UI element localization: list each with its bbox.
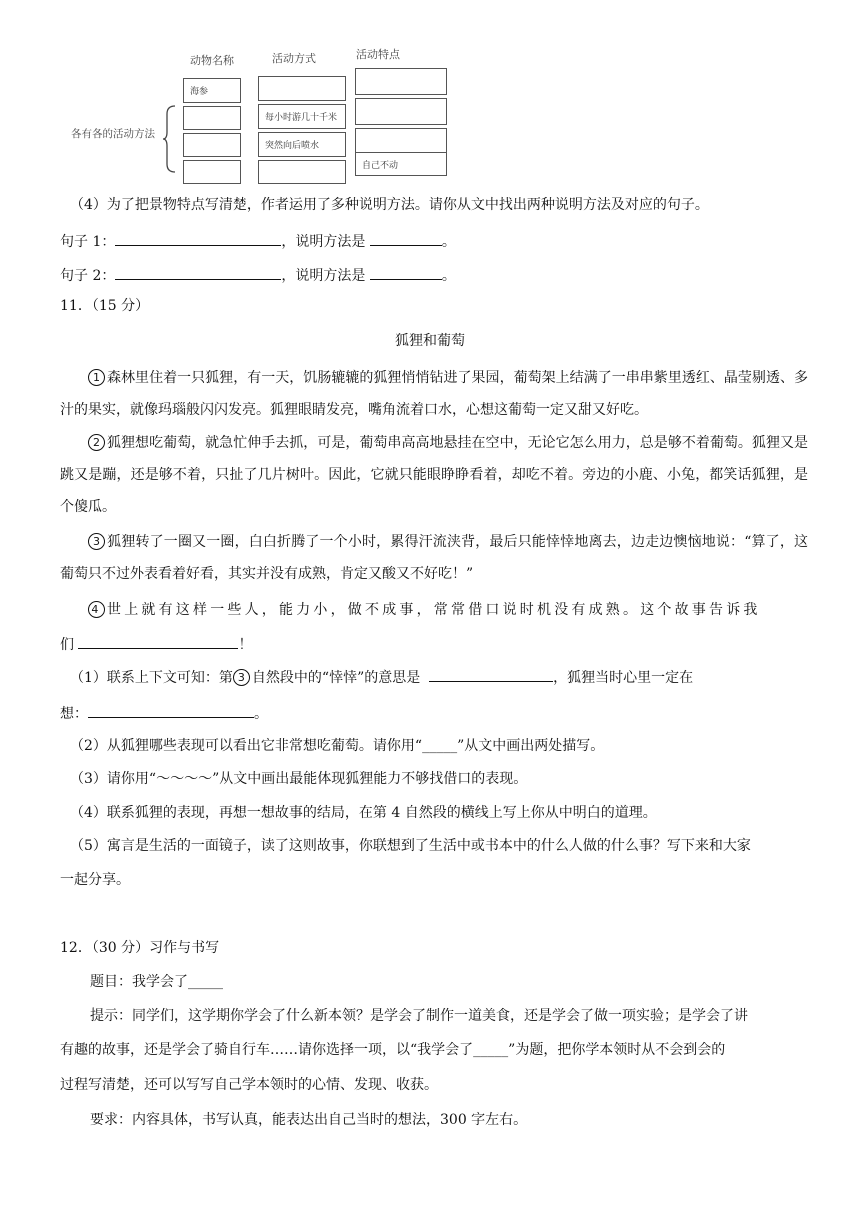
- subquestion-4: （4）联系狐狸的表现，再想一想故事的结局，在第 4 自然段的横线上写上你从中明白的道理。: [70, 805, 657, 821]
- story-paragraph-2: [60, 427, 808, 523]
- sentence-2-blank[interactable]: [115, 265, 281, 280]
- paragraph-4-tail: 们: [60, 637, 74, 653]
- circled-number-3b: 3: [233, 669, 250, 686]
- animal-box-2: [183, 106, 241, 130]
- method-label-2: ，说明方法是: [281, 268, 366, 284]
- circled-number-1: 1: [88, 369, 105, 386]
- method-box-4: [258, 160, 346, 184]
- diagram-side-label: 各有各的活动方法: [71, 128, 155, 140]
- subquestion-2: （2）从狐狸哪些表现可以看出它非常想吃葡萄。请你用“_____”从文中画出两处描写。: [70, 738, 605, 754]
- q10-4-sentence-2: [60, 265, 456, 286]
- paragraph-2-text: 狐狸想吃葡萄，就急忙伸手去抓，可是，葡萄串高高地悬挂在空中，无论它怎么用力，总是够不着葡萄。狐狸又是跳又是蹦，还是够不着，只扯了几片树叶。因此，它就只能眼睁睁看着，却吃不着。旁边的小鹿、小兔，都笑话狐狸，是个傻瓜。: [60, 435, 808, 515]
- diagram-header-method: 活动方式: [272, 52, 316, 65]
- animal-box-3: [183, 133, 241, 157]
- lesson-blank[interactable]: [78, 634, 238, 649]
- sentence-2-label: 句子 2：: [60, 268, 116, 284]
- story-paragraph-1: [60, 362, 808, 426]
- story-paragraph-4: [88, 600, 761, 620]
- q12-header: 12．（30 分）习作与书写: [60, 940, 220, 956]
- essay-hint-line-1: 提示：同学们，这学期你学会了什么新本领？是学会了制作一道美食，还是学会了做一项实验；是学会了讲: [90, 1008, 748, 1024]
- paragraph-4-text: 世上就有这样一些人，能力小，做不成事，常常借口说时机没有成熟。这个故事告诉我: [107, 602, 761, 618]
- essay-hint-line-2: 有趣的故事，还是学会了骑自行车……请你选择一项，以“我学会了_____”为题，把你学本领时从不会到会的: [60, 1042, 726, 1058]
- subquestion-1: [70, 667, 693, 688]
- animal-box-1: 海参: [183, 78, 241, 103]
- brace-shape: [163, 104, 177, 174]
- meaning-blank[interactable]: [429, 667, 553, 682]
- paragraph-4-answer-line: [60, 634, 252, 655]
- method-1-blank[interactable]: [370, 231, 442, 246]
- sq1-part-c: ，狐狸当时心里一定在: [553, 670, 694, 686]
- method-box-3: 突然向后喷水: [258, 132, 346, 157]
- sentence-1-label: 句子 1：: [60, 234, 116, 250]
- thought-blank[interactable]: [88, 703, 254, 718]
- period: 。: [441, 268, 456, 284]
- circled-number-4: 4: [88, 601, 105, 618]
- essay-requirements: 要求：内容具体，书写认真，能表达出自己当时的想法，300 字左右。: [90, 1112, 528, 1128]
- essay-topic: 题目：我学会了_____: [90, 974, 223, 990]
- method-2-blank[interactable]: [370, 265, 442, 280]
- subquestion-5: （5）寓言是生活的一面镜子，读了这则故事，你联想到了生活中或书本中的什么人做的什么事？写下来和大家: [70, 838, 751, 854]
- story-paragraph-3: [60, 526, 808, 590]
- q10-4-sentence-1: [60, 231, 456, 252]
- feature-box-1: [355, 68, 447, 95]
- sq1-part-d: 想：: [60, 706, 88, 722]
- feature-box-2: [355, 98, 447, 125]
- method-label-1: ，说明方法是: [281, 234, 366, 250]
- paragraph-1-text: 森林里住着一只狐狸，有一天，饥肠辘辘的狐狸悄悄钻进了果园，葡萄架上结满了一串串紫里透红、晶莹剔透、多汁的果实，就像玛瑙般闪闪发亮。狐狸眼睛发亮，嘴角流着口水，心想这葡萄一定又甜又好吃。: [60, 370, 808, 418]
- subquestion-5-cont: 一起分享。: [60, 872, 130, 888]
- sq1-part-b: 自然段中的“悻悻”的意思是: [251, 670, 421, 686]
- diagram-header-animal: 动物名称: [190, 54, 234, 67]
- q11-header: 11．（15 分）: [60, 298, 150, 314]
- sq1-part-e: 。: [254, 706, 268, 722]
- circled-number-2: 2: [88, 434, 105, 451]
- period: 。: [441, 234, 456, 250]
- method-box-1: [258, 76, 346, 101]
- method-box-2: 每小时游几十千米: [258, 104, 346, 129]
- feature-box-4: 自己不动: [355, 152, 447, 176]
- animal-box-4: [183, 160, 241, 184]
- feature-box-3: [355, 128, 447, 154]
- story-title: 狐狸和葡萄: [395, 333, 465, 349]
- essay-hint-line-3: 过程写清楚，还可以写写自己学本领时的心情、发现、收获。: [60, 1077, 438, 1093]
- diagram-header-feature: 活动特点: [356, 48, 400, 61]
- exclamation: ！: [238, 637, 253, 653]
- circled-number-3: 3: [88, 533, 105, 550]
- sentence-1-blank[interactable]: [115, 231, 281, 246]
- q10-4-question: （4）为了把景物特点写清楚，作者运用了多种说明方法。请你从文中找出两种说明方法及对应的句子。: [70, 197, 709, 213]
- sq1-part-a: （1）联系上下文可知：第: [70, 670, 233, 686]
- subquestion-1-cont: [60, 703, 268, 724]
- paragraph-3-text: 狐狸转了一圈又一圈，白白折腾了一个小时，累得汗流浃背，最后只能悻悻地离去，边走边懊恼地说：“算了，这葡萄只不过外表看着好看，其实并没有成熟，肯定又酸又不好吃！”: [60, 534, 808, 582]
- activity-diagram: [60, 42, 460, 192]
- subquestion-3: （3）请你用“～～～～”从文中画出最能体现狐狸能力不够找借口的表现。: [70, 771, 528, 787]
